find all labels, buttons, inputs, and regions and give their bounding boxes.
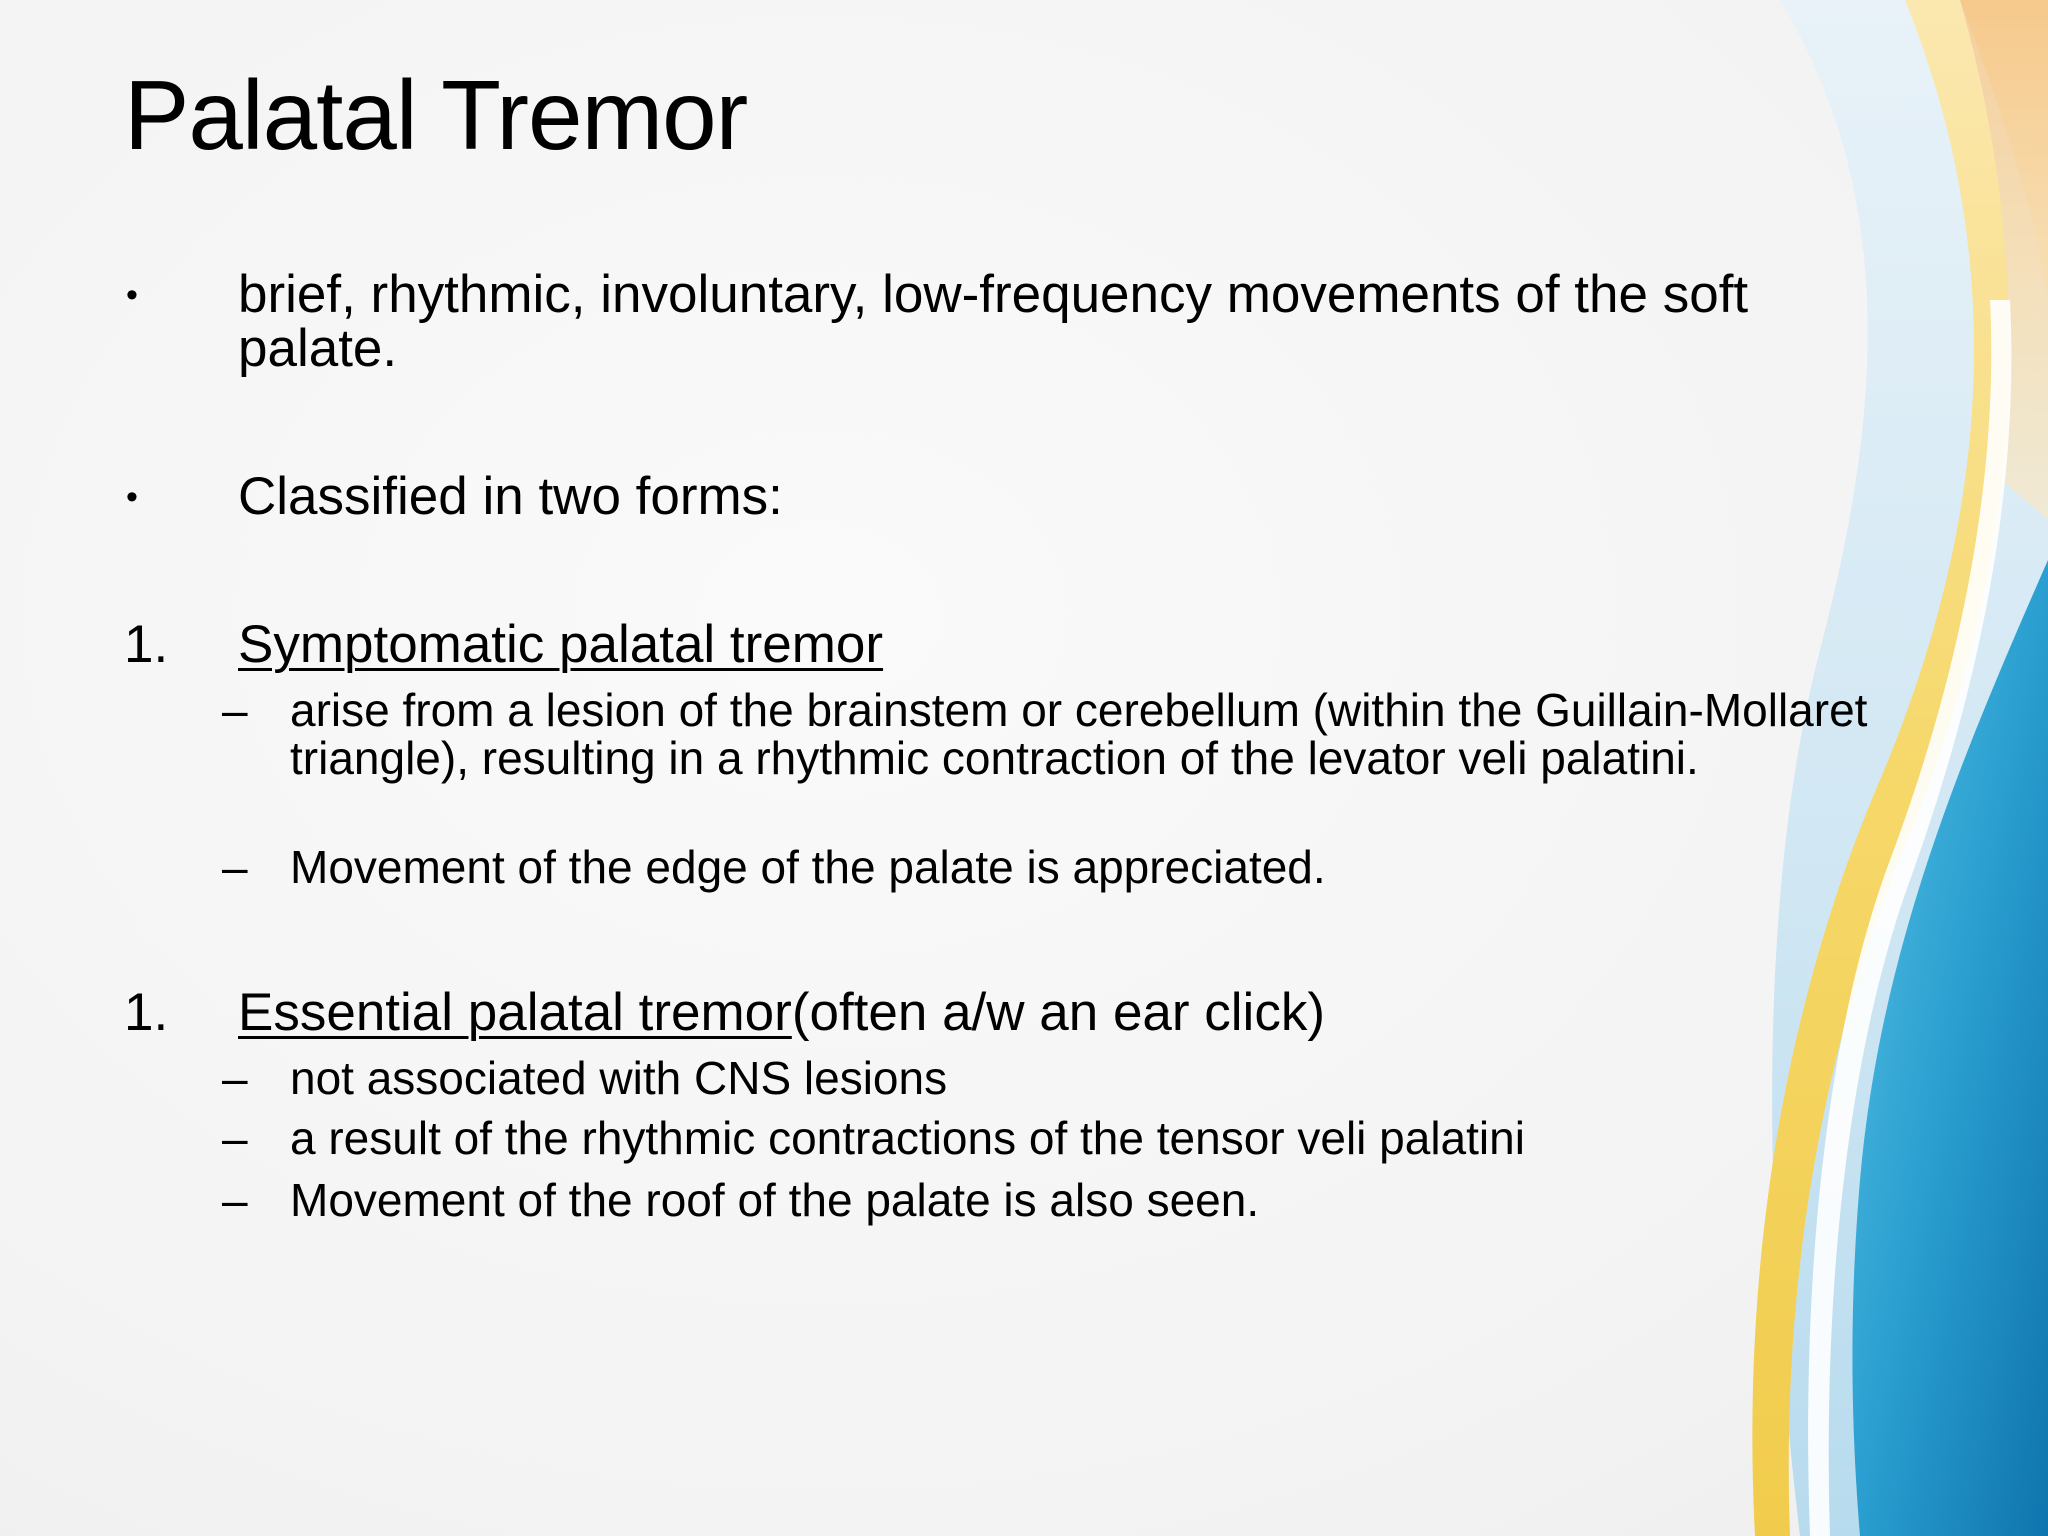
- section-number: 1.: [124, 983, 169, 1042]
- sub-item-text: a result of the rhythmic contractions of the tensor veli palatini: [290, 1112, 1525, 1164]
- sub-item-text: arise from a lesion of the brainstem or cerebellum (within the Guillain-Mollaret triangle), resulting in a rhythmic contraction of the levator veli palatini.: [290, 684, 1868, 784]
- section-heading-underlined: Symptomatic palatal tremor: [238, 615, 884, 674]
- bullet-marker: •: [126, 276, 138, 314]
- dash-marker: –: [222, 1174, 248, 1226]
- section-heading-rest: (often a/w an ear click): [791, 983, 1325, 1042]
- sub-item-text: not associated with CNS lesions: [290, 1052, 948, 1104]
- bullet-text: brief, rhythmic, involuntary, low-frequency movements of the soft palate.: [238, 265, 1749, 378]
- bullet-text: Classified in two forms:: [238, 467, 783, 526]
- slide-title: Palatal Tremor: [124, 60, 748, 170]
- dash-marker: –: [222, 1052, 248, 1104]
- bullet-marker: •: [126, 478, 138, 516]
- section-heading-text: [238, 615, 1878, 674]
- section-heading-underlined: Essential palatal tremor: [238, 983, 792, 1042]
- section-number: 1.: [124, 615, 169, 674]
- sub-item-text: Movement of the roof of the palate is also seen.: [290, 1174, 1260, 1226]
- dash-marker: –: [222, 684, 248, 736]
- section-heading-text: [238, 983, 1878, 1042]
- dash-marker: –: [222, 1112, 248, 1164]
- sub-item-text: Movement of the edge of the palate is appreciated.: [290, 841, 1326, 893]
- dash-marker: –: [222, 841, 248, 893]
